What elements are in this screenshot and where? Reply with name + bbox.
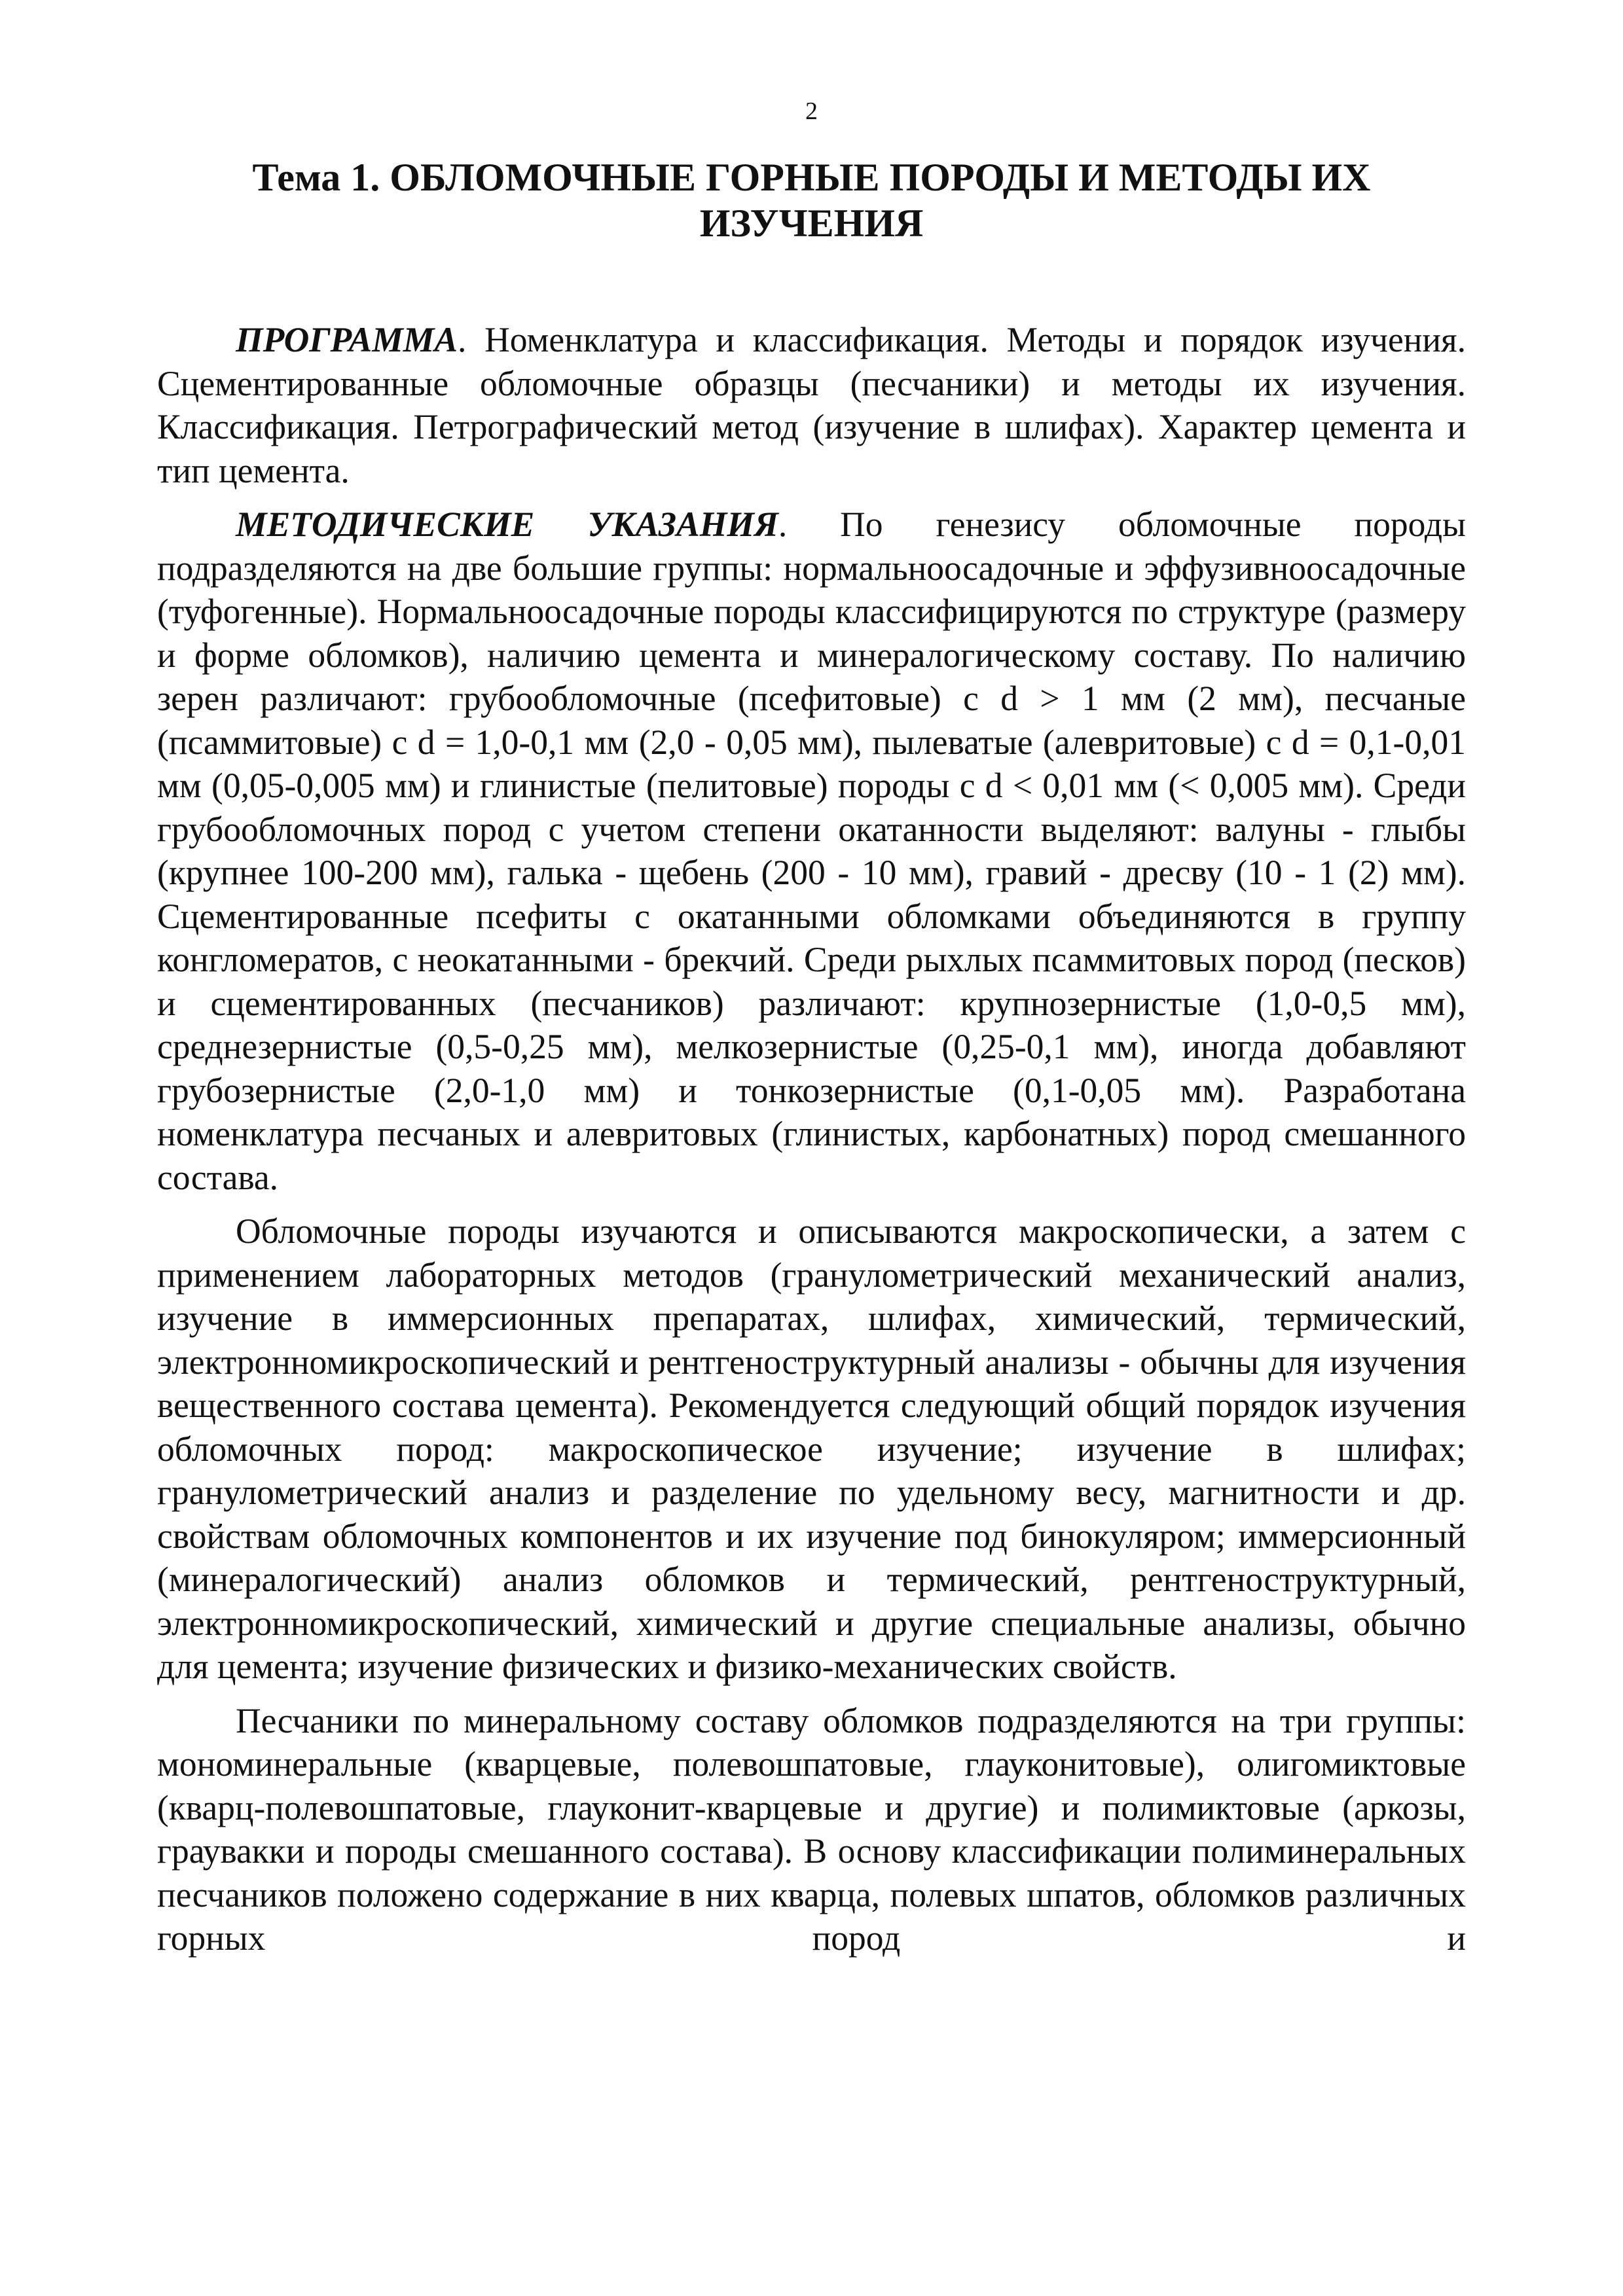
paragraph-lead: МЕТОДИЧЕСКИЕ УКАЗАНИЯ <box>236 505 778 544</box>
page-number: 2 <box>805 98 818 125</box>
paragraph-program <box>157 318 1466 492</box>
paragraph-text: . Номенклатура и классификация. Методы и порядок изучения. Сцементированные обломочные образцы (песчаники) и методы их изучения. Классификация. Петрографический метод (изучение в шлифах). Характер цемента и тип цемента. <box>157 320 1466 490</box>
paragraph-methods <box>157 1210 1466 1689</box>
paragraph-text: . По генезису обломочные породы подразделяются на две большие группы: нормальноосадочные и эффузивноосадочные (туфогенные). Нормальноосадочные породы классифицируются по структуре (размеру и форме обломков), наличию цемента и минералогическому составу. По наличию зерен различают: грубообломочные (псефитовые) с d > 1 мм (2 мм), песчаные (псаммитовые) с d = 1,0-0,1 мм (2,0 - 0,05 мм), пылеватые (алевритовые) с d = 0,1-0,01 мм (0,05-0,005 мм) и глинистые (пелитовые) породы с d < 0,01 мм (< 0,005 мм). Среди грубообломочных пород с учетом степени окатанности выделяют: валуны - глыбы (крупнее 100-200 мм), галька - щебень (200 - 10 мм), гравий - дресву (10 - 1 (2) мм). Сцементированные псефиты с окатанными обломками объединяются в группу конгломератов, с неокатанными - брекчий. Среди рыхлых псаммитовых пород (песков) и сцементированных (песчаников) различают: крупнозернистые (1,0-0,5 мм), среднезернистые (0,5-0,25 мм), мелкозернистые (0,25-0,1 мм), иногда добавляют грубозернистые (2,0-1,0 мм) и тонкозернистые (0,1-0,05 мм). Разработана номенклатура песчаных и алевритовых (глинистых, карбонатных) пород смешанного состава. <box>157 505 1466 1197</box>
paragraph-lead: ПРОГРАММА <box>236 320 458 359</box>
document-body <box>157 318 1466 1960</box>
paragraph-guidelines <box>157 503 1466 1199</box>
page-title: Тема 1. ОБЛОМОЧНЫЕ ГОРНЫЕ ПОРОДЫ И МЕТОДЫ ИХ ИЗУЧЕНИЯ <box>252 156 1371 245</box>
paragraph-text: Обломочные породы изучаются и описываются макроскопически, а затем с применением лабораторных методов (гранулометрический механический анализ, изучение в иммерсионных препаратах, шлифах, химический, термический, электронномикроскопический и рентгеноструктурный анализы - обычны для изучения вещественного состава цемента). Рекомендуется следующий общий порядок изучения обломочных пород: макроскопическое изучение; изучение в шлифах; гранулометрический анализ и разделение по удельному весу, магнитности и др. свойствам обломочных компонентов и их изучение под бинокуляром; иммерсионный (минералогический) анализ обломков и термический, рентгеноструктурный, электронномикроскопический, химический и другие специальные анализы, обычно для цемента; изучение физических и физико-механических свойств. <box>157 1211 1466 1686</box>
paragraph-sandstones <box>157 1699 1466 1960</box>
paragraph-text: Песчаники по минеральному составу обломков подразделяются на три группы: мономинеральные (кварцевые, полевошпатовые, глауконитовые), олигомиктовые (кварц-полевошпатовые, глауконит-кварцевые и другие) и полимиктовые (аркозы, граувакки и породы смешанного состава). В основу классификации полиминеральных песчаников положено содержание в них кварца, полевых шпатов, обломков различных горных пород и <box>157 1700 1466 1958</box>
